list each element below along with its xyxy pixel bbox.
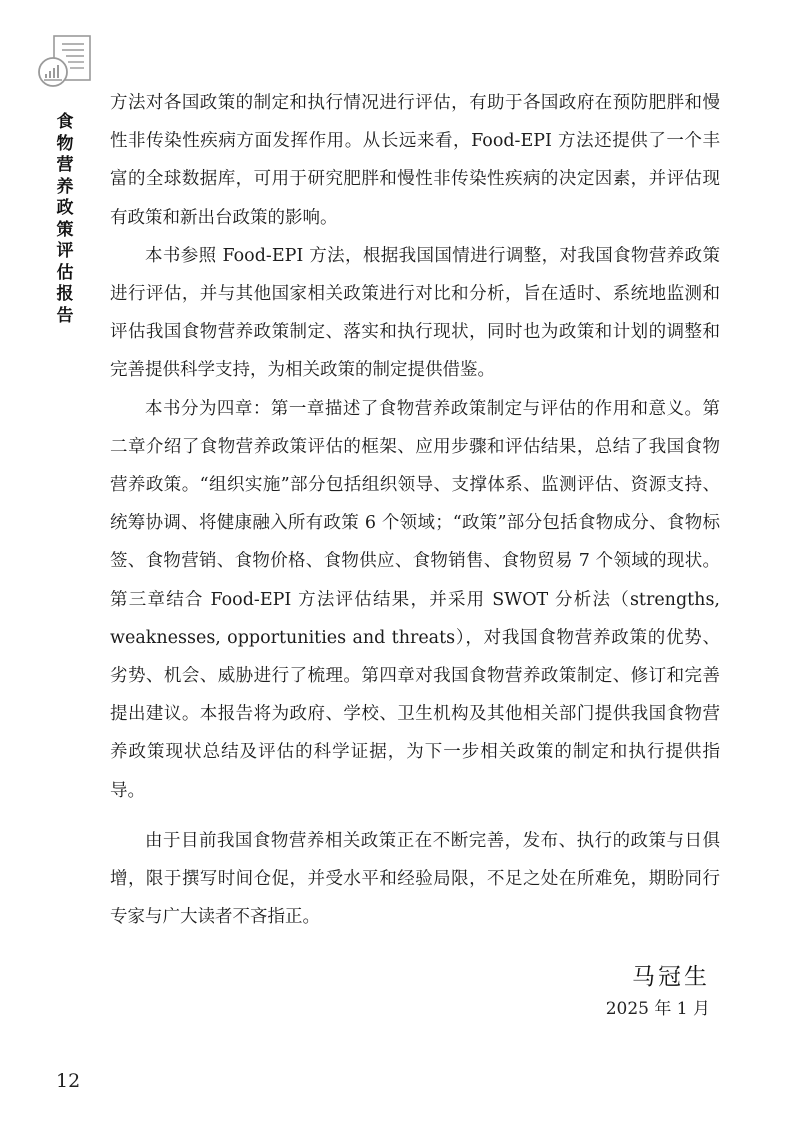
paragraph: 由于目前我国食物营养相关政策正在不断完善，发布、执行的政策与日俱增，限于撰写时间仓促，并受水平和经验局限，不足之处在所难免，期盼同行专家与广大读者不吝指正。 xyxy=(110,830,720,928)
page-number: 12 xyxy=(56,1070,81,1092)
chart-report-icon xyxy=(36,34,94,98)
author-signature: 马冠生 xyxy=(632,964,710,990)
paragraph: 本书参照 Food-EPI 方法，根据我国国情进行调整，对我国食物营养政策进行评估，并与其他国家相关政策进行对比和分析，旨在适时、系统地监测和评估我国食物营养政策制定、落实和执行现状，同时也为政策和计划的调整和完善提供科学支持，为相关政策的制定提供借鉴。 xyxy=(110,245,720,381)
date: 2025 年 1 月 xyxy=(605,999,710,1019)
paragraph: 方法对各国政策的制定和执行情况进行评估，有助于各国政府在预防肥胖和慢性非传染性疾病方面发挥作用。从长远来看，Food-EPI 方法还提供了一个丰富的全球数据库，可用于研究肥胖和慢性非传染性疾病的决定因素，并评估现有政策和新出台政策的影响。 xyxy=(110,93,720,228)
side-title: 食物营养政策评估报告 xyxy=(56,112,74,326)
main-text xyxy=(110,84,720,936)
paragraph: 本书分为四章：第一章描述了食物营养政策制定与评估的作用和意义。第二章介绍了食物营养政策评估的框架、应用步骤和评估结果，总结了我国食物营养政策。“组织实施”部分包括组织领导、支撑体系、监测评估、资源支持、统筹协调、将健康融入所有政策 6 个领域；“政策”部分包括食物成分、食物标签、食物营销、食物价格、食物供应、食物销售、食物贸易 7 个领域的现状。第三章结合 Food-EPI 方法评估结果，并采用 SWOT 分析法（strengths, weaknesses, opportunities and threats），对我国食物营养政策的优势、劣势、机会、威胁进行了梳理。第四章对我国食物营养政策制定、修订和完善提出建议。本报告将为政府、学校、卫生机构及其他相关部门提供我国食物营养政策现状总结及评估的科学证据，为下一步相关政策的制定和执行提供指导。 xyxy=(110,398,720,801)
